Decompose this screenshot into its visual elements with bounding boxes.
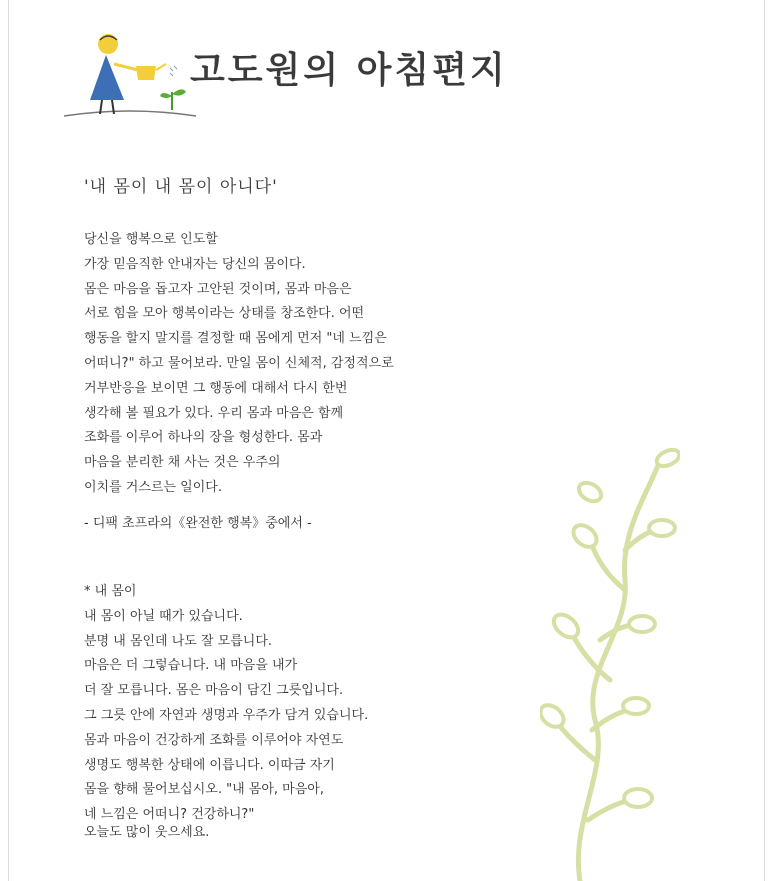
text-line: 당신을 행복으로 인도할 [84,232,218,247]
text-line: 몸과 마음이 건강하게 조화를 이루어야 자연도 [84,732,344,748]
quote-paragraph [84,228,394,501]
text-line: 이치를 거스르는 일이다. [84,479,222,495]
text-line: 내 몸이 아닐 때가 있습니다. [84,608,243,624]
vine-decoration-icon [540,440,680,881]
text-line: 서로 힘을 모아 행복이라는 상태를 창조한다. 어떤 [84,306,365,322]
text-line: 생명도 행복한 상태에 이릅니다. 이따금 자기 [84,757,335,773]
text-line: 행동을 할지 말지를 결정할 때 몸에게 먼저 "네 느낌은 [84,331,387,347]
closing-line: 오늘도 많이 웃으세요. [84,825,210,840]
text-line: 거부반응을 보이면 그 행동에 대해서 다시 한번 [84,380,348,396]
text-line: 어떠니?" 하고 물어보라. 만일 몸이 신체적, 감정적으로 [84,355,394,371]
text-line: 몸을 향해 물어보십시오. "내 몸아, 마음아, [84,782,324,798]
logo-girl-watering-plant-icon [60,28,200,124]
letter-title: '내 몸이 내 몸이 아니다' [84,177,278,197]
text-line: 네 느낌은 어떠니? 건강하니?" [84,807,255,823]
brand-title: 고도원의 아침편지 [190,50,508,91]
commentary-paragraph [84,580,368,828]
quote-source: - 디팩 초프라의《완전한 행복》중에서 - [84,516,312,531]
text-line: 몸은 마음을 돕고자 고안된 것이며, 몸과 마음은 [84,281,352,297]
text-line: 마음은 더 그렇습니다. 내 마음을 내가 [84,658,298,674]
text-line: * 내 몸이 [84,584,137,599]
text-line: 생각해 볼 필요가 있다. 우리 몸과 마음은 함께 [84,405,344,421]
text-line: 가장 믿음직한 안내자는 당신의 몸이다. [84,256,306,272]
text-line: 더 잘 모릅니다. 몸은 마음이 담긴 그릇입니다. [84,683,344,699]
text-line: 마음을 분리한 채 사는 것은 우주의 [84,455,281,471]
text-line: 조화를 이루어 하나의 장을 형성한다. 몸과 [84,430,323,446]
text-line: 분명 내 몸인데 나도 잘 모릅니다. [84,633,273,649]
text-line: 그 그릇 안에 자연과 생명과 우주가 담겨 있습니다. [84,707,369,723]
